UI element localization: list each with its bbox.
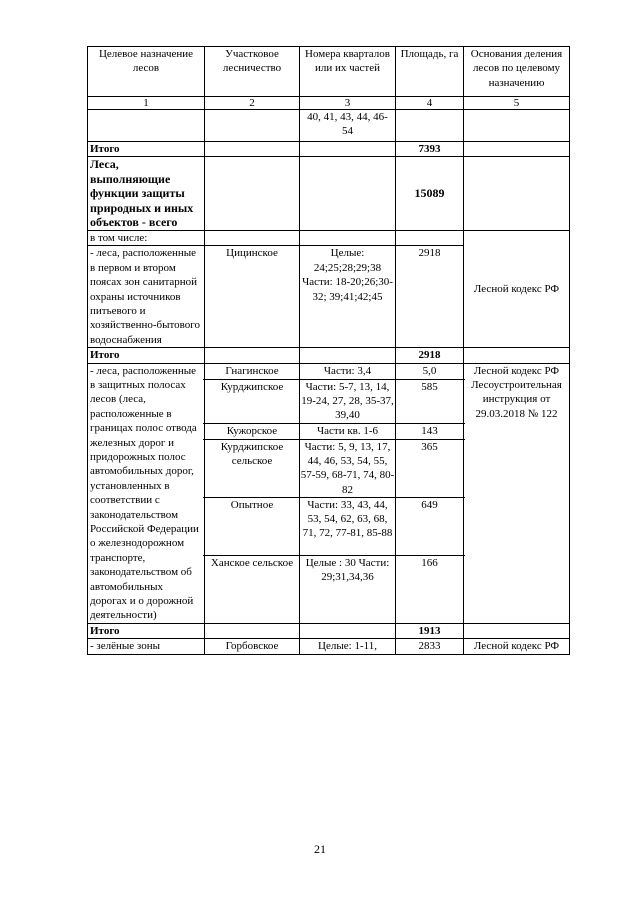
page-number: 21 [314,842,326,856]
area-item: 5,0 [422,364,437,377]
table-row [88,639,570,654]
header-area: Площадь, га [396,47,464,97]
total-row [88,623,570,638]
table-row [88,110,570,142]
column-number: 2 [205,97,300,110]
table-header-row [88,47,570,97]
basis-cell: Лесной кодекс РФ [464,639,570,654]
quarters-item: Части кв. 1-6 [298,423,397,439]
quarters-cell [300,363,396,623]
including-row [88,230,570,245]
purpose-cell: - зелёные зоны [88,639,205,654]
column-number: 5 [464,97,570,110]
forestry-item: Курджипское [203,379,301,423]
quarters-item: Целые : 30 Части: 29;31,34,36 [298,555,397,585]
quarters-item: Части: 3,4 [323,364,372,377]
forestry-item: Опытное [203,497,301,555]
water-basis: Лесной кодекс РФ [464,230,570,347]
forestry-cell [205,363,300,623]
quarters-cell: Целые: 24;25;28;29;38 Части: 18-20;26;30-32; 39;41;42;45 [300,246,396,348]
header-forestry: Участковое лесничество [205,47,300,97]
quarters-item: Части: 5-7, 13, 14, 19-24, 27, 28, 35-37, 39,40 [298,379,397,423]
area-item: 143 [394,423,465,439]
area-cell [396,363,464,623]
forest-purpose-table [87,46,570,655]
forestry-item: Курджипское сельское [203,439,301,497]
column-number: 1 [88,97,205,110]
section-label: Леса, выполняющие функции защиты природных и иных объектов - всего [88,157,205,231]
forestry-item: Кужорское [203,423,301,439]
forestry-item: Гнагинское [225,364,279,377]
header-basis: Основания деления лесов по целевому назначению [464,47,570,97]
area-item: 585 [394,379,465,423]
section-area: 15089 [396,157,464,231]
column-number: 3 [300,97,396,110]
area-cell: 2833 [396,639,464,654]
table-row [88,363,570,623]
quarters-cell: 40, 41, 43, 44, 46-54 [300,110,396,142]
protective-basis: Лесной кодекс РФ Лесоустроительная инструкция от 29.03.2018 № 122 [464,363,570,623]
including-label: в том числе: [88,230,205,245]
total-row [88,142,570,157]
area-item: 649 [394,497,465,555]
total-area: 1913 [396,623,464,638]
total-label: Итого [88,142,205,157]
purpose-cell: - леса, расположенные в первом и втором поясах зон санитарной охраны источников питьевого и хозяйственно-бытового водоснабжения [88,246,205,348]
area-item: 166 [394,555,465,570]
quarters-item: Части: 5, 9, 13, 17, 44, 46, 53, 54, 55, 57-59, 68-71, 74, 80-82 [298,439,397,497]
total-row [88,348,570,363]
total-area: 7393 [396,142,464,157]
purpose-cell: - леса, расположенные в защитных полосах лесов (леса, расположенные в границах полос отвода железных дорог и придорожных полос автомобильных дорог, установленных в соответствии с законодательством Российской Федерации о железнодорожном транспорте, законодательством об автомобильных дорогах и о дорожной деятельности) [88,363,205,623]
column-number-row [88,97,570,110]
total-area: 2918 [396,348,464,363]
total-label: Итого [88,623,205,638]
column-number: 4 [396,97,464,110]
total-label: Итого [88,348,205,363]
forestry-item: Ханское сельское [203,555,301,570]
quarters-item: Части: 33, 43, 44, 53, 54, 62, 63, 68, 71, 72, 77-81, 85-88 [298,497,397,555]
forestry-cell: Горбовское [205,639,300,654]
quarters-cell: Целые: 1-11, [300,639,396,654]
forestry-cell: Цицинское [205,246,300,348]
section-row [88,157,570,231]
header-quarters: Номера кварталов или их частей [300,47,396,97]
area-item: 365 [394,439,465,497]
area-cell: 2918 [396,246,464,348]
header-purpose: Целевое назначение лесов [88,47,205,97]
